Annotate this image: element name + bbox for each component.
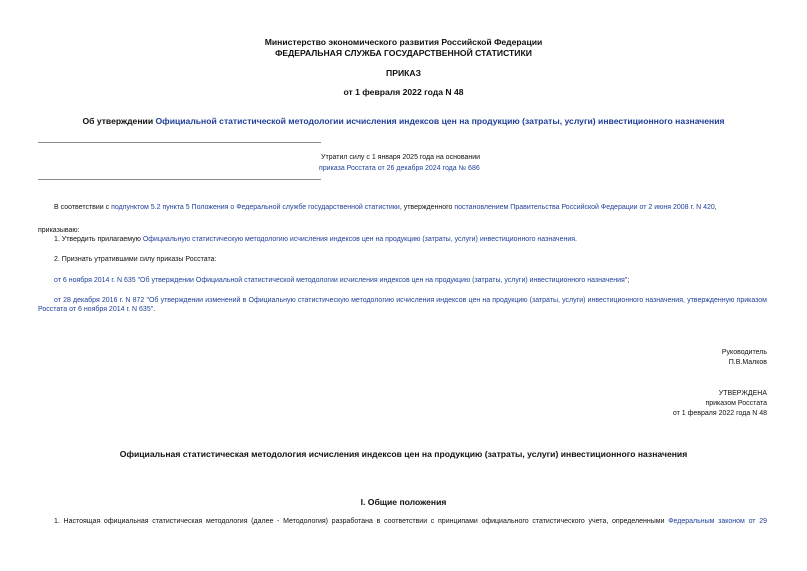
item-1-text-b: . — [575, 236, 577, 243]
item-1 — [54, 235, 577, 244]
appendix-title: Официальная статистическая методология исчисления индексов цен на продукцию (затраты, услуги) инвестиционного назначения — [119, 449, 688, 459]
repealed-order-1-end: ; — [627, 277, 630, 284]
section-heading: I. Общие положения — [360, 497, 447, 507]
order-title — [0, 116, 807, 127]
repeal-note-text: Утратил силу с 1 января 2025 года на основании — [321, 154, 481, 161]
order-title-prefix: Об утверждении — [82, 116, 156, 126]
ministry-name: Министерство экономического развития Российской Федерации — [264, 37, 543, 47]
approval-line-1: УТВЕРЖДЕНА — [718, 390, 767, 397]
preamble-text-a: В соответствии с — [54, 204, 112, 211]
methodology-link[interactable]: Официальную статистическую методологию исчисления индексов цен на продукцию (затраты, услуги) инвестиционного назначения — [142, 236, 576, 243]
methodology-title-link[interactable]: Официальной статистической методологии исчисления индексов цен на продукцию (затраты, услуги) инвестиционного назначения — [155, 116, 725, 126]
repealed-order-2-link[interactable]: от 28 декабря 2016 г. N 872 "Об утверждении изменений в Официальную статистическую методологию исчисления индексов цен на продукцию (затраты, услуги) инвестиционного назначения, утвержденную приказом Росстата от 6 ноября 2014 г. N 635" — [38, 297, 767, 313]
repealed-order-1-link[interactable]: от 6 ноября 2014 г. N 635 "Об утверждении Официальной статистической методологии исчисления индексов цен на продукцию (затраты, услуги) инвестиционного назначения" — [54, 277, 628, 284]
approval-line-3: от 1 февраля 2022 года N 48 — [672, 410, 767, 417]
note-top-rule — [38, 142, 321, 143]
preamble-text-b: , утвержденного — [399, 204, 455, 211]
approval-block — [673, 389, 767, 419]
repealed-order-1 — [54, 276, 629, 285]
order-date-number: от 1 февраля 2022 года N 48 — [343, 87, 464, 97]
item-2: 2. Признать утратившими силу приказы Росстата: — [54, 256, 217, 263]
preamble-paragraph — [54, 203, 717, 212]
doc-type: ПРИКАЗ — [386, 68, 421, 78]
federal-law-link[interactable]: Федеральным законом от 29 — [668, 518, 767, 525]
repealed-order-2-end: . — [153, 306, 156, 313]
repealed-order-2 — [38, 296, 767, 314]
paragraph-1-text: 1. Настоящая официальная статистическая методология (далее - Методология) разработана в соответствии с принципами официального статистического учета, определенными — [54, 518, 669, 525]
government-decree-link[interactable]: постановлением Правительства Российской Федерации от 2 июня 2008 г. N 420 — [454, 204, 715, 211]
repeal-order-link[interactable]: приказа Росстата от 26 декабря 2024 года № 686 — [319, 165, 480, 172]
regulation-subclause-link[interactable]: подпунктом 5.2 пункта 5 Положения о Федеральной службе государственной статистики — [111, 204, 400, 211]
methodology-paragraph-1 — [54, 517, 767, 526]
signature-block — [722, 348, 767, 368]
item-1-text-a: 1. Утвердить прилагаемую — [54, 236, 143, 243]
signatory-role: Руководитель — [721, 349, 767, 356]
preamble-text-c: , — [714, 204, 717, 211]
signatory-name: П.В.Малков — [728, 359, 767, 366]
note-bottom-rule — [38, 179, 321, 180]
approval-line-2: приказом Росстата — [705, 400, 767, 407]
service-name: ФЕДЕРАЛЬНАЯ СЛУЖБА ГОСУДАРСТВЕННОЙ СТАТИСТИКИ — [275, 48, 532, 58]
order-word: приказываю: — [38, 227, 80, 234]
